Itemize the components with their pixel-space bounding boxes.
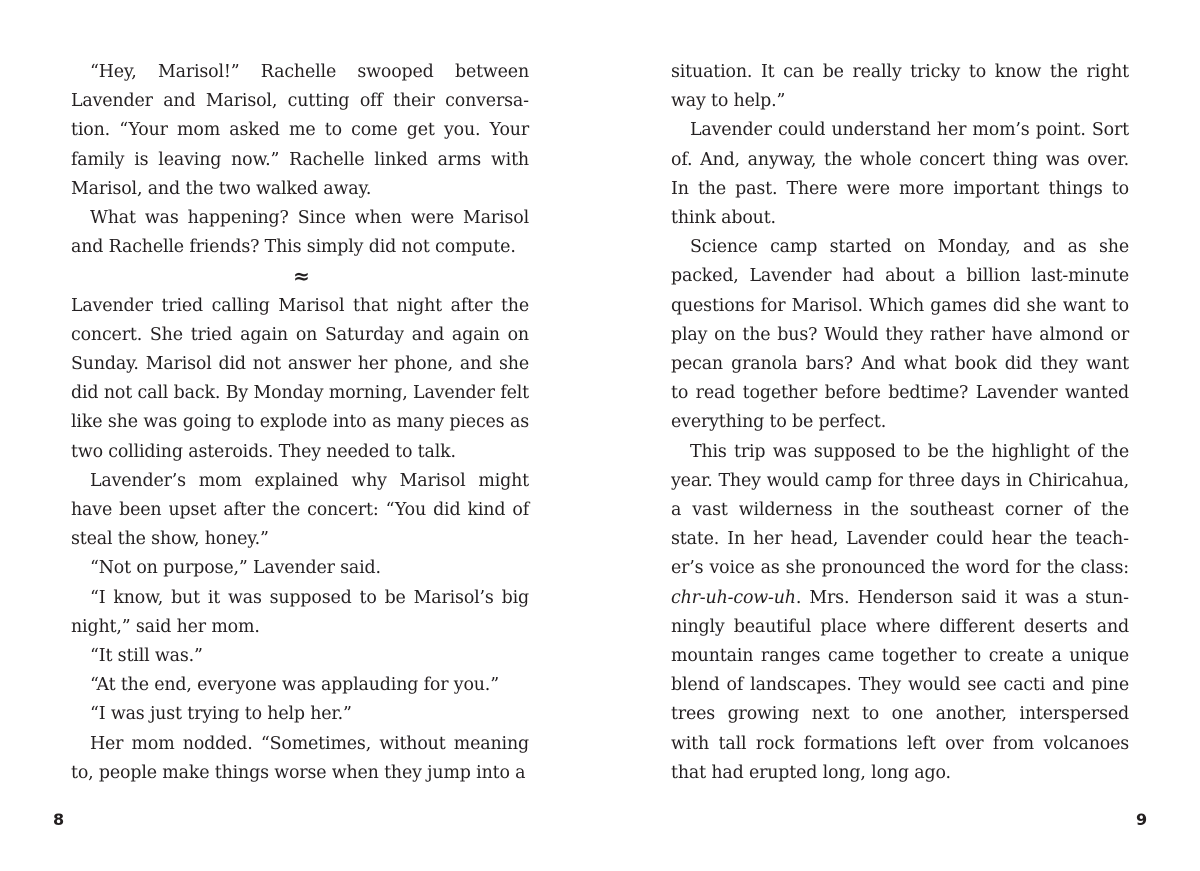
paragraph: “Not on purpose,” Lavender said. [90, 558, 381, 579]
paragraph: “At the end, everyone was applauding for you.” [90, 675, 499, 696]
paragraph: “Hey, Marisol!” Rachelle swooped between Lavender and Marisol, cutting off their conversation. “Your mom asked me to come get you. Your family is leaving now.” Rachelle linked arms with Marisol, and the two walked away. [71, 62, 529, 199]
paragraph: “I was just trying to help her.” [90, 704, 352, 725]
paragraph: Science camp started on Monday, and as she packed, Lavender had about a billion last-minute questions for Marisol. Which games did she want to play on the bus? Would they rather have almond or pecan granola bars? And what book did they want to read together before bedtime? Lavender wanted everything to be perfect. [671, 237, 1129, 433]
paragraph: “It still was.” [90, 646, 203, 667]
paragraph: What was happening? Since when were Marisol and Rachelle friends? This simply did not compute. [71, 208, 529, 258]
page-number-left: 8 [53, 810, 65, 829]
scene-break-ornament: ≈ [293, 264, 307, 289]
page-number-right: 9 [1136, 810, 1148, 829]
paragraph-text: This trip was supposed to be the highlight of the year. They would camp for three days in Chiricahua, a vast wilderness in the southeast corner of the state. In her head, Lavender could hear the teacher’s voice as she pronounced the word for the class: [671, 441, 1129, 579]
paragraph: “I know, but it was supposed to be Marisol’s big night,” said her mom. [71, 587, 529, 637]
paragraph: Lavender could understand her mom’s point. Sort of. And, anyway, the whole concert thing was over. In the past. There were more important things to think about. [671, 120, 1129, 229]
paragraph: Her mom nodded. “Sometimes, without meaning to, people make things worse when they jump into a [71, 733, 529, 783]
paragraph [671, 438, 1129, 788]
paragraph: situation. It can be really tricky to know the right way to help.” [671, 62, 1129, 112]
paragraph: Lavender tried calling Marisol that night after the concert. She tried again on Saturday and again on Sunday. Marisol did not answer her phone, and she did not call back. By Monday morning, Lavender felt like she was going to explode into as many pieces as two colliding asteroids. They needed to talk. [71, 295, 529, 462]
paragraph-text: . Mrs. Henderson said it was a stunningly beautiful place where different deserts and mountain ranges came together to create a unique blend of landscapes. They would see cacti and pine trees growing next to one another, interspersed with tall rock formations left over from volcanoes that had erupted long, long ago. [671, 587, 1129, 783]
right-page [671, 58, 1129, 788]
left-page [71, 58, 529, 788]
paragraph: Lavender’s mom explained why Marisol might have been upset after the concert: “You did kind of steal the show, honey.” [71, 470, 529, 550]
pronunciation-italic: chr-uh-cow-uh [671, 587, 796, 608]
